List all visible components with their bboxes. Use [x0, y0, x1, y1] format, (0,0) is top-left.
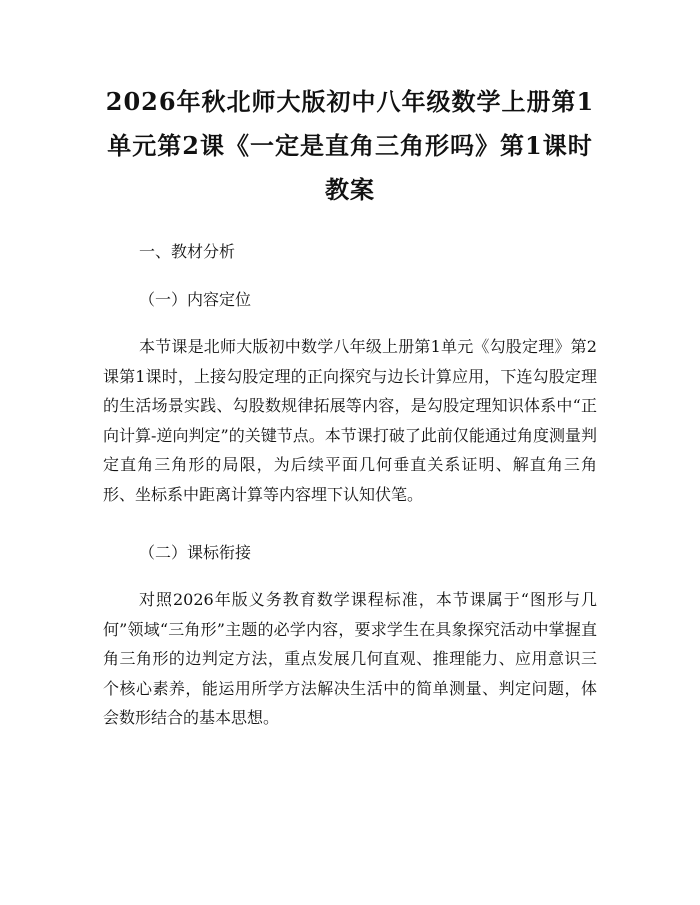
section-heading-textbook-analysis: 一、教材分析	[139, 242, 236, 261]
subsection-heading-curriculum-alignment: （二）课标衔接	[139, 543, 252, 562]
subsection-heading-content-positioning: （一）内容定位	[139, 290, 252, 309]
paragraph-content-positioning: 本节课是北师大版初中数学八年级上册第1单元《勾股定理》第2课第1课时，上接勾股定理的正向探究与边长计算应用，下连勾股定理的生活场景实践、勾股数规律拓展等内容，是勾股定理知识体系中“正向计算-逆向判定”的关键节点。本节课打破了此前仅能通过角度测量判定直角三角形的局限，为后续平面几何垂直关系证明、解直角三角形、坐标系中距离计算等内容埋下认知伏笔。	[103, 337, 597, 504]
paragraph-curriculum-alignment: 对照2026年版义务教育数学课程标准，本节课属于“图形与几何”领域“三角形”主题的必学内容，要求学生在具象探究活动中掌握直角三角形的边判定方法，重点发展几何直观、推理能力、应用意识三个核心素养，能运用所学方法解决生活中的简单测量、判定问题，体会数形结合的基本思想。	[103, 590, 597, 727]
document-title: 2026年秋北师大版初中八年级数学上册第1单元第2课《一定是直角三角形吗》第1课时教案	[105, 87, 595, 204]
